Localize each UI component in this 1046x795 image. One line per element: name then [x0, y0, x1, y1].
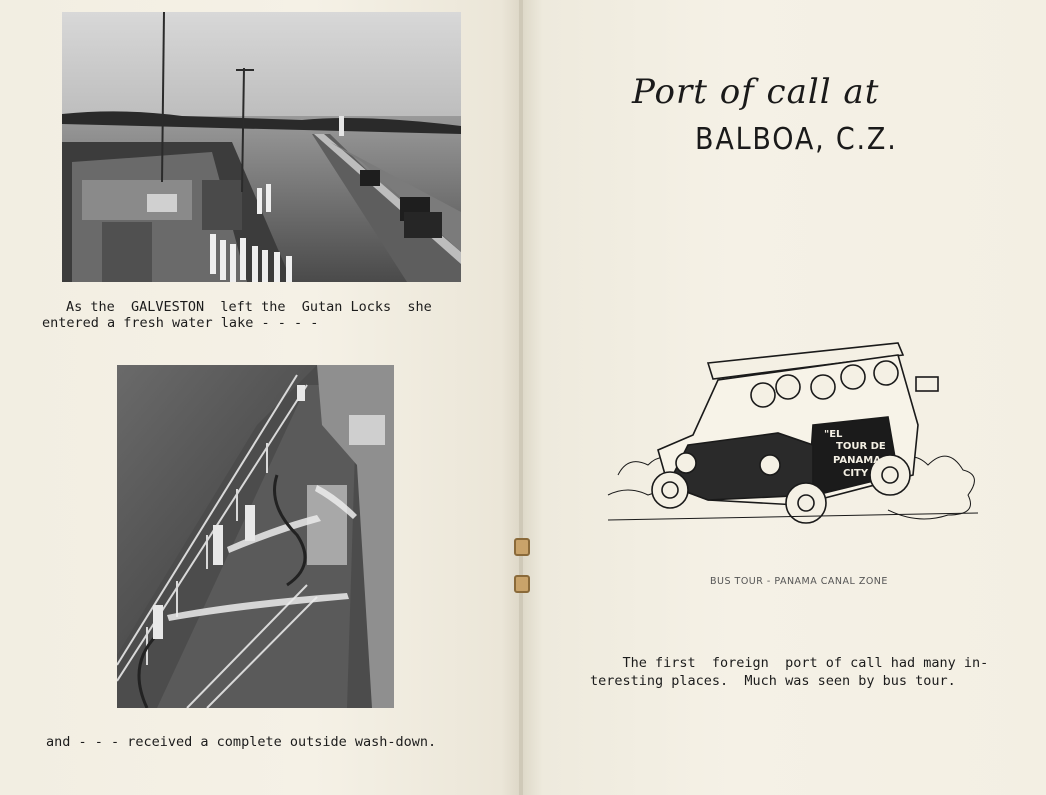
- page-title-script: Port of call at: [632, 72, 880, 112]
- staple-top: [514, 538, 530, 556]
- bus-sign-line2: TOUR DE: [836, 441, 886, 452]
- photo-deck-wash-down-image: [117, 365, 394, 708]
- bus-sign-line1: "EL: [824, 429, 843, 440]
- bus-sign-line3: PANAMA: [833, 455, 881, 466]
- photo-ship-in-lock: [62, 12, 461, 282]
- page-title-main: BALBOA, C.Z.: [695, 122, 898, 157]
- photo2-caption: and - - - received a complete outside wash-down.: [46, 734, 437, 750]
- photo-deck-wash-down: [117, 365, 394, 708]
- bus-sign-line4: CITY: [843, 468, 869, 479]
- photo1-caption-line2: entered a fresh water lake - - - -: [42, 315, 319, 331]
- photo-ship-in-lock-image: [62, 12, 461, 282]
- cartoon-caption: BUS TOUR - PANAMA CANAL ZONE: [710, 576, 888, 587]
- right-body-line1: The first foreign port of call had many in-: [590, 655, 989, 671]
- cartoon-bus-drawing: [598, 325, 990, 530]
- page-gutter: [519, 0, 523, 795]
- right-body-line2: teresting places. Much was seen by bus tour.: [590, 673, 956, 689]
- photo1-caption-line1: As the GALVESTON left the Gutan Locks she: [66, 299, 432, 315]
- cartoon-bus-illustration: [598, 325, 990, 530]
- staple-bottom: [514, 575, 530, 593]
